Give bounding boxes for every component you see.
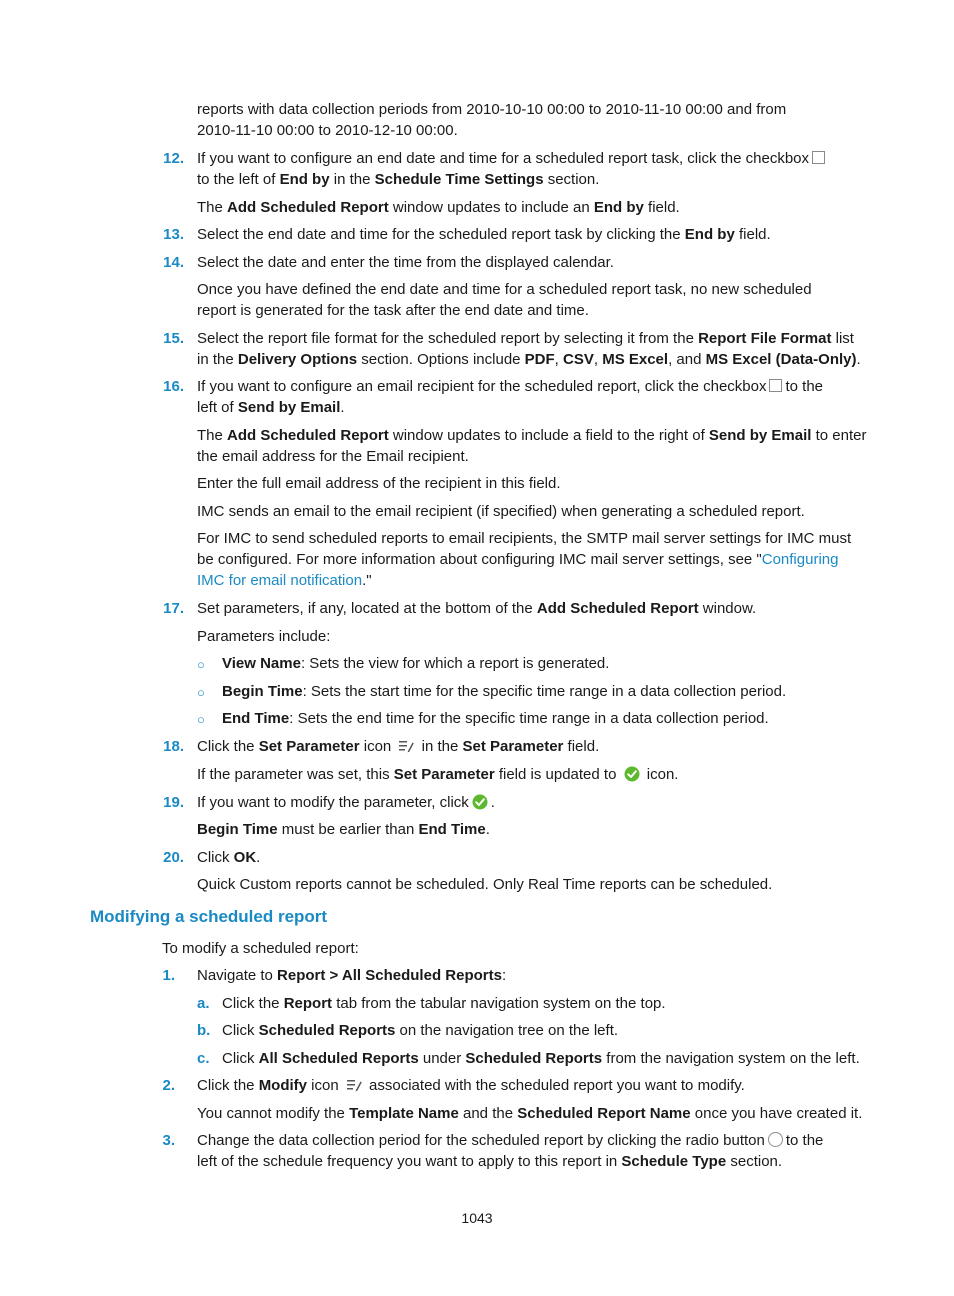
step-20-text: Click OK. xyxy=(197,849,261,866)
step-19-note: Begin Time must be earlier than End Time. xyxy=(197,821,490,838)
step-16-note-2: Enter the full email address of the recipient in this field. xyxy=(197,475,561,492)
step-18-note: If the parameter was set, this Set Parameter field is updated to icon. xyxy=(197,766,679,783)
line: 2010-11-10 00:00 to 2010-12-10 00:00. xyxy=(197,122,458,139)
check-ok-icon[interactable] xyxy=(472,794,488,810)
checkbox-icon xyxy=(812,151,825,164)
modify-step-2: Click the Modify icon associated with the scheduled report you want to modify. xyxy=(197,1077,745,1094)
section-heading: Modifying a scheduled report xyxy=(90,907,328,926)
page-number: 1043 xyxy=(461,1210,493,1226)
step-number: 15. xyxy=(163,330,184,347)
step-17-text: Set parameters, if any, located at the bottom of the Add Scheduled Report window. xyxy=(197,600,757,617)
step-15-text: Select the report file format for the scheduled report by selecting it from the Report File Format list in the Delivery Options section. Options include PDF, CSV, MS Excel, and MS Excel (Data-Only). xyxy=(197,330,861,368)
step-12-text: If you want to configure an end date and time for a scheduled report task, click the checkbox to the left of End by in the Schedule Time Settings section. xyxy=(197,148,828,190)
substep-letter: a. xyxy=(197,995,210,1012)
paragraph-intro xyxy=(197,99,786,141)
step-number: 12. xyxy=(163,150,184,167)
step-number: 17. xyxy=(163,600,184,617)
step-19-text: If you want to modify the parameter, click . xyxy=(197,794,495,811)
line: reports with data collection periods from 2010-10-10 00:00 to 2010-11-10 00:00 and from xyxy=(197,101,787,118)
step-number: 16. xyxy=(163,378,184,395)
step-number: 3. xyxy=(162,1132,175,1149)
bullet-icon: ○ xyxy=(197,685,205,700)
modify-step-1: Navigate to Report > All Scheduled Reports: xyxy=(197,967,507,984)
modify-icon xyxy=(346,1077,362,1093)
modify-step-1c: Click All Scheduled Reports under Scheduled Reports from the navigation system on the left. xyxy=(222,1050,860,1067)
modify-step-1a: Click the Report tab from the tabular navigation system on the top. xyxy=(222,995,666,1012)
step-20-note: Quick Custom reports cannot be scheduled. Only Real Time reports can be scheduled. xyxy=(197,876,773,893)
step-number: 20. xyxy=(163,849,184,866)
bullet-end-time: End Time: Sets the end time for the specific time range in a data collection period. xyxy=(222,710,769,727)
step-17-note: Parameters include: xyxy=(197,628,331,645)
modify-step-3: Change the data collection period for the scheduled report by clicking the radio button to the left of the schedule frequency you want to apply to this report in Schedule Type section. xyxy=(197,1132,824,1170)
bullet-view-name: View Name: Sets the view for which a report is generated. xyxy=(222,655,610,672)
step-number: 19. xyxy=(163,794,184,811)
checkbox-icon xyxy=(769,379,782,392)
substep-letter: c. xyxy=(197,1050,210,1067)
step-number: 13. xyxy=(163,226,184,243)
step-14-note: Once you have defined the end date and time for a scheduled report task, no new scheduled report is generated for the task after the end date and time. xyxy=(197,281,812,319)
step-number: 14. xyxy=(163,254,184,271)
bullet-begin-time: Begin Time: Sets the start time for the specific time range in a data collection period. xyxy=(222,683,787,700)
check-ok-icon xyxy=(624,766,640,782)
step-16-text: If you want to configure an email recipient for the scheduled report, click the checkbox to the left of Send by Email. xyxy=(197,378,824,416)
step-number: 1. xyxy=(162,967,175,984)
modify-step-1b: Click Scheduled Reports on the navigation tree on the left. xyxy=(222,1022,619,1039)
substep-letter: b. xyxy=(197,1022,211,1039)
configuring-link[interactable]: Configuring xyxy=(761,551,839,568)
step-14-text: Select the date and enter the time from the displayed calendar. xyxy=(197,254,614,271)
bullet-icon: ○ xyxy=(197,657,205,672)
step-12-note: The Add Scheduled Report window updates to include an End by field. xyxy=(197,199,680,216)
step-number: 18. xyxy=(163,738,184,755)
set-parameter-icon xyxy=(398,738,414,754)
radio-button-icon xyxy=(768,1132,783,1147)
bullet-icon: ○ xyxy=(197,712,205,727)
step-number: 2. xyxy=(162,1077,175,1094)
step-16-note-3: IMC sends an email to the email recipient (if specified) when generating a scheduled report. xyxy=(197,503,805,520)
step-16-note-1: The Add Scheduled Report window updates to include a field to the right of Send by Email to enter the email address for the Email recipient. xyxy=(197,427,867,465)
step-18-text: Click the Set Parameter icon in the Set Parameter field. xyxy=(197,738,600,755)
modify-step-2-note: You cannot modify the Template Name and the Scheduled Report Name once you have created it. xyxy=(197,1105,863,1122)
procedure-intro: To modify a scheduled report: xyxy=(162,940,359,957)
imc-email-notification-link[interactable]: IMC for email notification xyxy=(197,572,363,589)
step-16-note-4: For IMC to send scheduled reports to email recipients, the SMTP mail server settings for IMC must be configured. For more information about configuring IMC mail server settings, see "Configuring IMC for email notification." xyxy=(197,530,852,589)
step-13-text: Select the end date and time for the scheduled report task by clicking the End by field. xyxy=(197,226,771,243)
